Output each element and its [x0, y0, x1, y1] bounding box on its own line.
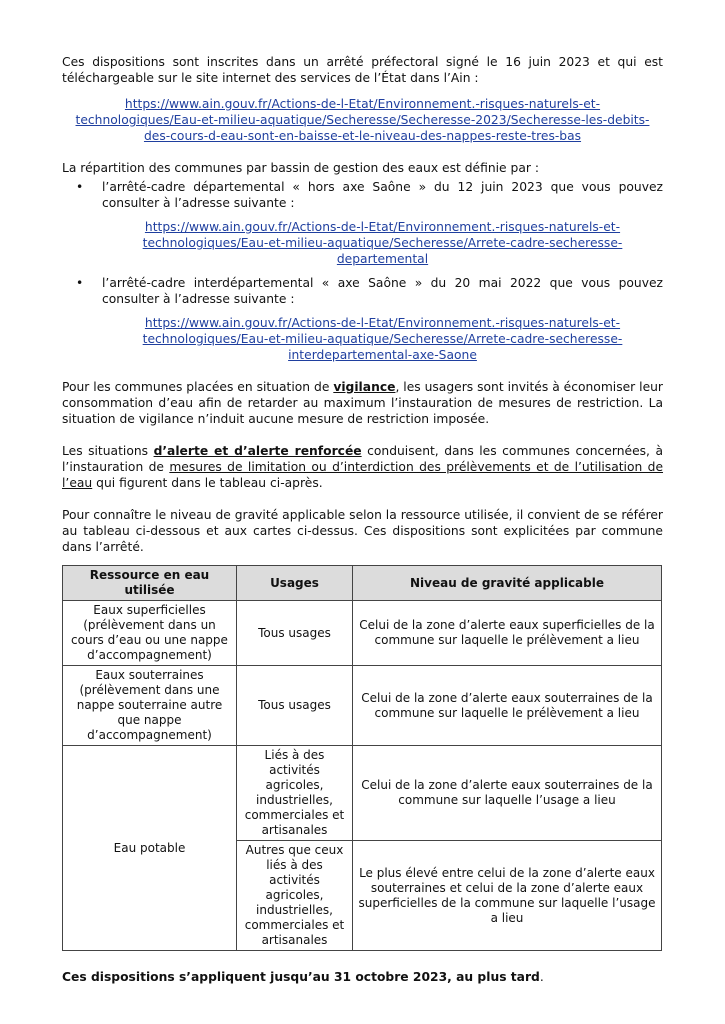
validity-note-end: .: [539, 970, 544, 984]
cell-usages: Liés à des activités agricoles, industrielles, commerciales et artisanales: [237, 746, 353, 841]
bullet-icon: •: [76, 180, 84, 194]
table-row: [63, 746, 662, 841]
cell-ressource: Eau potable: [63, 746, 237, 951]
bullet-icon: •: [76, 276, 84, 290]
cell-usages: Tous usages: [237, 601, 353, 666]
cell-niveau: Celui de la zone d’alerte eaux superficielles de la commune sur laquelle le prélèvement a lieu: [353, 601, 662, 666]
cell-niveau: Celui de la zone d’alerte eaux souterraines de la commune sur laquelle l’usage a lieu: [353, 746, 662, 841]
link-line[interactable]: interdepartemental-axe-Saone: [288, 348, 477, 362]
gravite-table: [62, 565, 662, 951]
vigilance-keyword: vigilance: [333, 380, 396, 394]
header-ressource: Ressource en eau utilisée: [63, 566, 237, 601]
header-usages: Usages: [237, 566, 353, 601]
link-line[interactable]: des-cours-d-eau-sont-en-baisse-et-le-niveau-des-nappes-reste-tres-bas: [143, 129, 582, 143]
table-row: [63, 601, 662, 666]
link-line[interactable]: technologiques/Eau-et-milieu-aquatique/Secheresse/Secheresse-2023/Secheresse-les-debits-: [75, 113, 650, 127]
table-row: [63, 666, 662, 746]
alerte-keyword: d’alerte et d’alerte renforcée: [153, 444, 362, 458]
list-item: [62, 275, 663, 363]
arretes-cadre-list: [62, 179, 663, 363]
cell-ressource: Eaux superficielles (prélèvement dans un cours d’eau ou une nappe d’accompagnement): [63, 601, 237, 666]
vigilance-text-after: , les usagers sont invités à économiser leur consommation d’eau afin de retarder au maximum l’instauration de mesures de restriction. La situation de vigilance n’induit aucune mesure de restriction imposée.: [62, 380, 663, 426]
vigilance-text-before: Pour les communes placées en situation de: [62, 380, 334, 394]
validity-note: [62, 969, 663, 985]
header-niveau: Niveau de gravité applicable: [353, 566, 662, 601]
cell-niveau: Le plus élevé entre celui de la zone d’alerte eaux souterraines et celui de la zone d’alerte eaux superficielles de la commune sur laquelle l’usage a lieu: [353, 841, 662, 951]
intro-paragraph: Ces dispositions sont inscrites dans un arrêté préfectoral signé le 16 juin 2023 et qui est téléchargeable sur le site internet des services de l’État dans l’Ain :: [62, 55, 663, 85]
link-line[interactable]: https://www.ain.gouv.fr/Actions-de-l-Etat/Environnement.-risques-naturels-et-: [124, 97, 601, 111]
link-line[interactable]: departemental: [336, 252, 429, 266]
alerte-text-middle: conduisent, dans les communes concernées, à l’instauration de: [62, 444, 663, 474]
arrete-departemental-link[interactable]: [102, 219, 663, 267]
cell-niveau: Celui de la zone d’alerte eaux souterraines de la commune sur laquelle le prélèvement a lieu: [353, 666, 662, 746]
alerte-mesures-underlined: mesures de limitation ou d’interdiction des prélèvements et de l’utilisation de l’eau: [62, 460, 664, 490]
arrete-interdepartemental-link[interactable]: [102, 315, 663, 363]
repartition-paragraph: La répartition des communes par bassin de gestion des eaux est définie par :: [62, 161, 539, 175]
alerte-text-before: Les situations: [62, 444, 154, 458]
link-line[interactable]: technologiques/Eau-et-milieu-aquatique/Secheresse/Arrete-cadre-secheresse-: [142, 332, 623, 346]
table-header-row: [63, 566, 662, 601]
link-line[interactable]: https://www.ain.gouv.fr/Actions-de-l-Etat/Environnement.-risques-naturels-et-: [144, 316, 621, 330]
arrete-prefectoral-link[interactable]: [62, 96, 663, 144]
list-item-text: l’arrêté-cadre interdépartemental « axe Saône » du 20 mai 2022 que vous pouvez consulter à l’adresse suivante :: [102, 276, 663, 306]
cell-usages: Autres que ceux liés à des activités agricoles, industrielles, commerciales et artisanales: [237, 841, 353, 951]
cell-usages: Tous usages: [237, 666, 353, 746]
link-line[interactable]: technologiques/Eau-et-milieu-aquatique/Secheresse/Arrete-cadre-secheresse-: [142, 236, 623, 250]
gravite-paragraph: Pour connaître le niveau de gravité applicable selon la ressource utilisée, il convient de se référer au tableau ci-dessous et aux cartes ci-dessus. Ces dispositions sont explicitées par commune dans l’arrêté.: [62, 508, 663, 554]
vigilance-paragraph: [62, 379, 663, 427]
alerte-paragraph: [62, 443, 663, 491]
list-item: [62, 179, 663, 267]
cell-ressource: Eaux souterraines (prélèvement dans une nappe souterraine autre que nappe d’accompagnement): [63, 666, 237, 746]
validity-note-bold: Ces dispositions s’appliquent jusqu’au 31 octobre 2023, au plus tard: [62, 970, 540, 984]
link-line[interactable]: https://www.ain.gouv.fr/Actions-de-l-Etat/Environnement.-risques-naturels-et-: [144, 220, 621, 234]
list-item-text: l’arrêté-cadre départemental « hors axe Saône » du 12 juin 2023 que vous pouvez consulter à l’adresse suivante :: [102, 180, 663, 210]
alerte-text-after: qui figurent dans le tableau ci-après.: [92, 476, 323, 490]
